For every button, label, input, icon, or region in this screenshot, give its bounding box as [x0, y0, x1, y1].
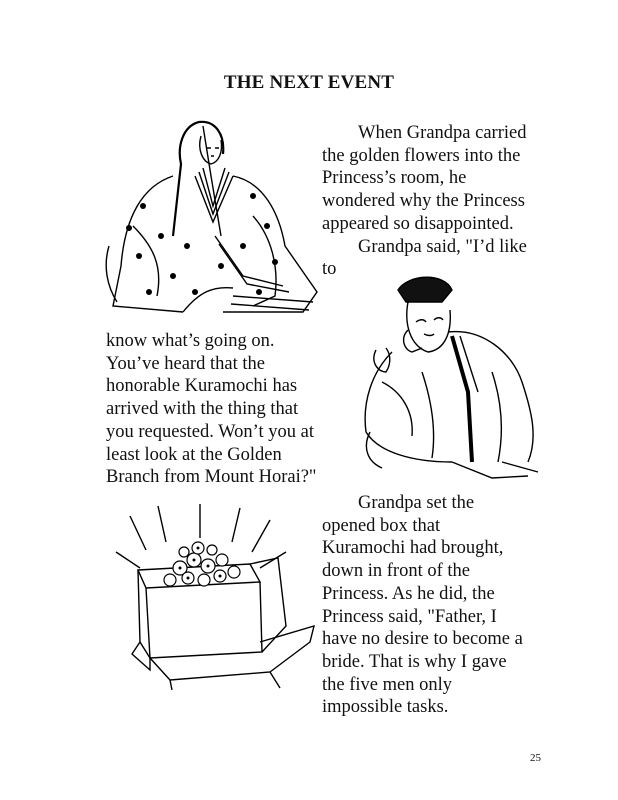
paragraph-1 [322, 122, 527, 281]
text-line: bride. That is why I gave [322, 651, 507, 672]
text-line: Kuramochi had brought, [322, 538, 504, 559]
paragraph-3 [322, 492, 523, 719]
text-line: impossible tasks. [322, 697, 449, 718]
text-line: Princess said, "Father, I [322, 606, 497, 627]
box-illustration [110, 502, 316, 692]
text-line: Grandpa said, "I’d like [358, 236, 527, 257]
text-line: know what’s going on. [106, 331, 275, 351]
text-line: you requested. Won’t you at [106, 421, 314, 442]
text-line: You’ve heard that the [106, 353, 265, 374]
text-line: the five men only [322, 674, 452, 695]
grandpa-illustration [352, 272, 546, 484]
page-number: 25 [530, 752, 541, 764]
text-line: arrived with the thing that [106, 399, 299, 420]
page-title: THE NEXT EVENT [223, 72, 395, 93]
text-line: When Grandpa carried [358, 123, 527, 143]
princess-illustration [103, 116, 325, 316]
text-line: wondered why the Princess [322, 191, 525, 212]
text-line: least look at the Golden [106, 444, 282, 465]
text-line: Branch from Mount Horai?" [106, 467, 317, 488]
text-line: Princess’s room, he [322, 168, 467, 189]
text-line: opened box that [322, 515, 441, 536]
text-line: to [322, 259, 337, 280]
text-line: honorable Kuramochi has [106, 376, 298, 397]
text-line: down in front of the [322, 561, 470, 582]
paragraph-2 [106, 330, 316, 489]
text-line: Princess. As he did, the [322, 583, 495, 604]
text-line: Grandpa set the [358, 493, 475, 513]
text-line: have no desire to become a [322, 629, 523, 650]
text-line: the golden flowers into the [322, 145, 521, 166]
text-line: appeared so disappointed. [322, 213, 514, 234]
